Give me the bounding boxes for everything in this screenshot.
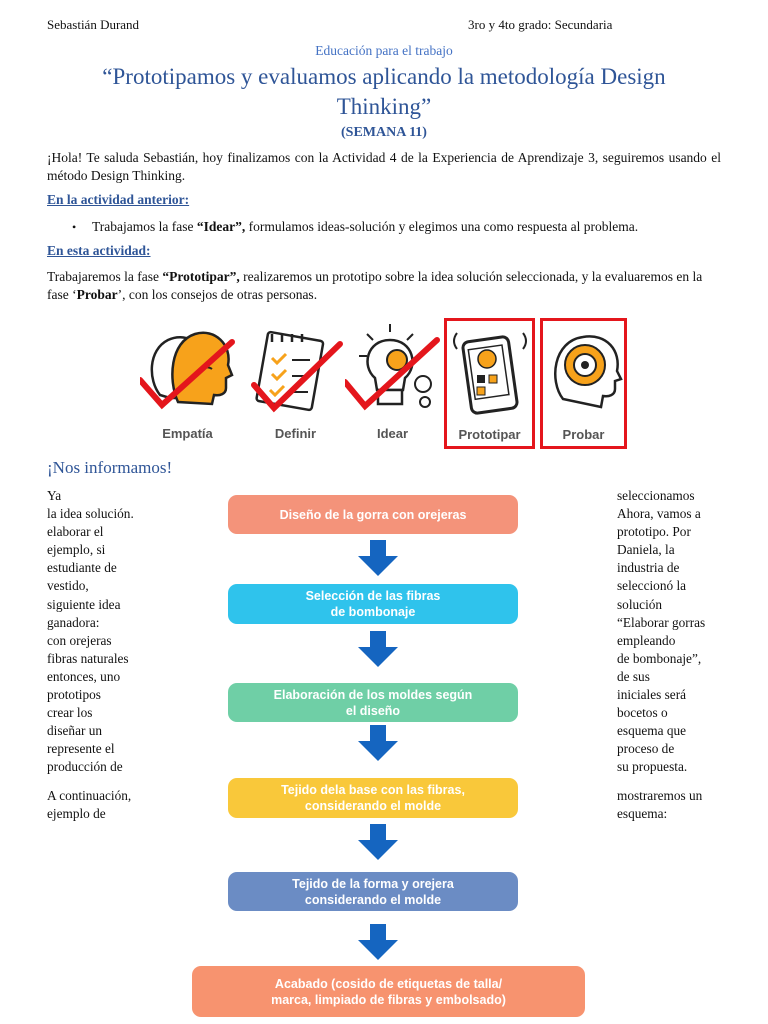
down-arrow-icon	[358, 540, 398, 576]
step-label: Definir	[274, 426, 317, 441]
down-arrow-icon	[358, 725, 398, 761]
title-line-1: “Prototipamos y evaluamos aplicando la metodología Design	[102, 64, 666, 89]
step-prototipar	[444, 318, 535, 449]
week-label: (SEMANA 11)	[341, 125, 427, 140]
flow-step-5: Tejido de la forma y orejera considerando el molde	[228, 872, 518, 911]
previous-activity-heading: En la actividad anterior:	[47, 192, 190, 207]
grade-label: 3ro y 4to grado: Secundaria	[468, 17, 613, 32]
down-arrow-icon	[358, 824, 398, 860]
step-label: Idear	[376, 426, 409, 441]
step-label: Prototipar	[458, 427, 521, 442]
step-idear	[345, 320, 440, 445]
flow-step-1: Diseño de la gorra con orejeras	[228, 495, 518, 534]
down-arrow-icon	[358, 631, 398, 667]
flow-step-3: Elaboración de los moldes según el diseño	[228, 683, 518, 722]
left-text-column: Ya la idea solución. elaborar el ejemplo, si estudiante de vestido, siguiente idea ganadora: con orejeras fibras naturales entonces, uno prototipos crear los diseñar un represente el producción de	[47, 488, 134, 775]
flow-step-2: Selección de las fibras de bombonaje	[228, 584, 518, 624]
para-text-3: ’, con los consejos de otras personas.	[117, 287, 318, 302]
para-text-2: realizaremos un prototipo sobre la idea solución seleccionada, y la evaluaremos en la fase ‘	[47, 269, 703, 302]
bullet-text-post: formulamos ideas-solución y elegimos una como respuesta al problema.	[245, 219, 639, 234]
head-empathy-icon	[140, 320, 235, 420]
bullet-text-bold: “Idear”,	[196, 219, 246, 234]
intro-paragraph: ¡Hola! Te saluda Sebastián, hoy finalizamos con la Actividad 4 de la Experiencia de Aprendizaje 3, seguiremos usando el método Design Thinking.	[47, 150, 721, 183]
page-title	[40, 62, 728, 122]
this-activity-heading: En esta actividad:	[47, 243, 151, 258]
flow-step-6: Acabado (cosido de etiquetas de talla/ marca, limpiado de fibras y embolsado)	[192, 966, 585, 1017]
phone-icon	[447, 321, 532, 421]
lightbulb-icon	[345, 320, 440, 420]
subject-label: Educación para el trabajo	[315, 43, 453, 58]
flow-step-4: Tejido dela base con las fibras, considerando el molde	[228, 778, 518, 818]
step-label: Empatía	[162, 426, 213, 441]
step-probar	[540, 318, 627, 449]
step-empatia	[140, 320, 235, 445]
head-gears-icon	[543, 321, 624, 421]
bullet-text-pre: Trabajamos la fase	[92, 219, 197, 234]
this-activity-paragraph	[47, 268, 727, 304]
para-bold-1: “Prototipar”,	[162, 269, 240, 284]
para-bold-2: Probar	[76, 287, 118, 302]
right-text-column: seleccionamos Ahora, vamos a prototipo. Por Daniela, la industria de seleccionó la solución “Elaborar gorras empleando de bombonaje”, de sus iniciales será bocetos o esquema que proceso de su propuesta.	[617, 488, 706, 775]
clipboard-icon	[248, 320, 343, 420]
author-name: Sebastián Durand	[47, 17, 140, 32]
previous-activity-bullet	[72, 218, 732, 236]
para-text-1: Trabajaremos la fase	[47, 269, 163, 284]
title-line-2: Thinking”	[336, 94, 432, 119]
down-arrow-icon	[358, 924, 398, 960]
left-bottom-text: A continuación, ejemplo de	[47, 788, 132, 822]
nos-informamos-heading: ¡Nos informamos!	[47, 458, 173, 477]
bullet-dot: •	[72, 220, 77, 234]
step-label: Probar	[562, 427, 605, 442]
right-bottom-text: mostraremos un esquema:	[617, 788, 703, 822]
step-definir	[248, 320, 343, 445]
